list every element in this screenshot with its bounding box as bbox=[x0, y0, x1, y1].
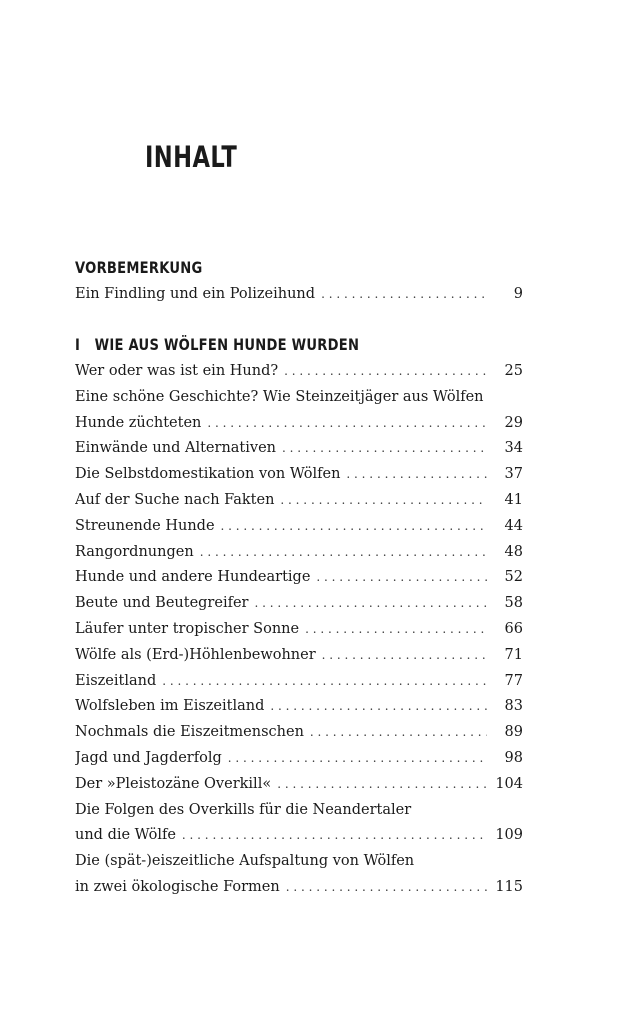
toc-entry[interactable] bbox=[75, 411, 523, 437]
toc-entry-title: Auf der Suche nach Fakten bbox=[75, 491, 275, 508]
toc-entry-page: 77 bbox=[504, 672, 523, 689]
leader-dots bbox=[254, 591, 487, 617]
toc-entry-title: Einwände und Alternativen bbox=[75, 440, 277, 457]
leader-dots bbox=[270, 694, 487, 720]
toc-entry-title: Eine schöne Geschichte? Wie Steinzeitjäger aus Wölfen bbox=[75, 388, 484, 405]
toc-entry-page: 34 bbox=[504, 440, 523, 457]
toc-entry-title: Ein Findling und ein Polizeihund bbox=[75, 286, 316, 302]
leader-dots bbox=[284, 359, 487, 385]
toc-entry-title: Beute und Beutegreifer bbox=[75, 595, 249, 612]
toc-entry-page: 104 bbox=[495, 775, 523, 792]
toc-entry[interactable] bbox=[75, 514, 523, 540]
leader-dots bbox=[200, 540, 487, 566]
toc-entry[interactable] bbox=[75, 591, 523, 617]
toc-entry-page: 98 bbox=[504, 749, 523, 766]
toc-entry-line[interactable] bbox=[75, 849, 523, 875]
toc-entry[interactable] bbox=[75, 823, 523, 849]
toc-entry-page: 25 bbox=[504, 363, 523, 379]
toc-entry-page: 66 bbox=[504, 620, 523, 637]
toc-entry[interactable] bbox=[75, 359, 523, 385]
toc-entry-title: Der »Pleistozäne Overkill« bbox=[75, 775, 272, 792]
toc-entry-page: 89 bbox=[504, 724, 523, 741]
toc-entry-title: Eiszeitland bbox=[75, 672, 157, 689]
section-heading-text: WIE AUS WÖLFEN HUNDE WURDEN bbox=[94, 335, 360, 354]
page-title: INHALT bbox=[145, 140, 238, 174]
toc-entry-title: Jagd und Jagderfolg bbox=[75, 749, 222, 766]
leader-dots bbox=[282, 436, 487, 462]
toc-entry-title: und die Wölfe bbox=[75, 827, 176, 844]
toc-entry[interactable] bbox=[75, 746, 523, 772]
toc-entry[interactable] bbox=[75, 772, 523, 798]
leader-dots bbox=[321, 282, 487, 308]
toc-entry-page: 44 bbox=[504, 517, 523, 534]
toc-entry[interactable] bbox=[75, 282, 523, 308]
toc-entry-title: Hunde und andere Hundeartige bbox=[75, 569, 311, 586]
toc-entry-page: 41 bbox=[504, 491, 523, 508]
toc-entry-title: Läufer unter tropischer Sonne bbox=[75, 620, 300, 637]
leader-dots bbox=[221, 514, 487, 540]
toc-entry-line[interactable] bbox=[75, 798, 523, 824]
toc-entry[interactable] bbox=[75, 617, 523, 643]
leader-dots bbox=[286, 875, 487, 901]
toc-entry-title: Rangordnungen bbox=[75, 543, 194, 560]
leader-dots bbox=[228, 746, 487, 772]
toc-entry-title: Streunende Hunde bbox=[75, 517, 215, 534]
leader-dots bbox=[280, 488, 487, 514]
leader-dots bbox=[277, 772, 487, 798]
toc-entry[interactable] bbox=[75, 565, 523, 591]
toc-entry-line[interactable] bbox=[75, 385, 523, 411]
leader-dots bbox=[182, 823, 487, 849]
leader-dots bbox=[310, 720, 487, 746]
toc-entry-title: Hunde züchteten bbox=[75, 414, 202, 431]
section-entries-1 bbox=[75, 359, 523, 901]
toc-entry-page: 71 bbox=[504, 646, 523, 663]
toc-entry-title: Wölfe als (Erd-)Höhlenbewohner bbox=[75, 646, 316, 663]
toc-entry[interactable] bbox=[75, 462, 523, 488]
toc-entry-page: 29 bbox=[504, 414, 523, 431]
toc-entry[interactable] bbox=[75, 720, 523, 746]
toc-entry-title: Wer oder was ist ein Hund? bbox=[75, 363, 279, 379]
toc-entry[interactable] bbox=[75, 694, 523, 720]
leader-dots bbox=[346, 462, 487, 488]
section-entries-vorbemerkung bbox=[75, 282, 523, 308]
toc-entry-page: 37 bbox=[504, 466, 523, 483]
toc-entry-title: Die Folgen des Overkills für die Neandertaler bbox=[75, 801, 412, 818]
leader-dots bbox=[322, 643, 487, 669]
toc-entry-title: in zwei ökologische Formen bbox=[75, 878, 280, 895]
toc-entry-title: Die (spät-)eiszeitliche Aufspaltung von Wölfen bbox=[75, 853, 415, 870]
toc-entry[interactable] bbox=[75, 488, 523, 514]
toc-entry-page: 48 bbox=[504, 543, 523, 560]
section-heading-text: VORBEMERKUNG bbox=[75, 258, 203, 277]
leader-dots bbox=[207, 411, 487, 437]
toc-entry-page: 83 bbox=[504, 698, 523, 715]
leader-dots bbox=[162, 669, 487, 695]
toc-entry-page: 109 bbox=[495, 827, 523, 844]
toc-entry-page: 58 bbox=[504, 595, 523, 612]
section-heading-1 bbox=[75, 335, 359, 354]
toc-entry[interactable] bbox=[75, 669, 523, 695]
leader-dots bbox=[316, 565, 487, 591]
leader-dots bbox=[305, 617, 487, 643]
toc-entry-title: Wolfsleben im Eiszeitland bbox=[75, 698, 265, 715]
toc-entry-page: 115 bbox=[495, 878, 523, 895]
toc-entry-title: Nochmals die Eiszeitmenschen bbox=[75, 724, 304, 741]
toc-entry[interactable] bbox=[75, 643, 523, 669]
toc-entry-page: 9 bbox=[513, 286, 523, 302]
toc-entry[interactable] bbox=[75, 875, 523, 901]
toc-entry[interactable] bbox=[75, 540, 523, 566]
section-number: I bbox=[75, 335, 81, 354]
toc-entry-page: 52 bbox=[504, 569, 523, 586]
section-heading-vorbemerkung bbox=[75, 258, 203, 277]
toc-entry-title: Die Selbstdomestikation von Wölfen bbox=[75, 466, 341, 483]
toc-entry[interactable] bbox=[75, 436, 523, 462]
